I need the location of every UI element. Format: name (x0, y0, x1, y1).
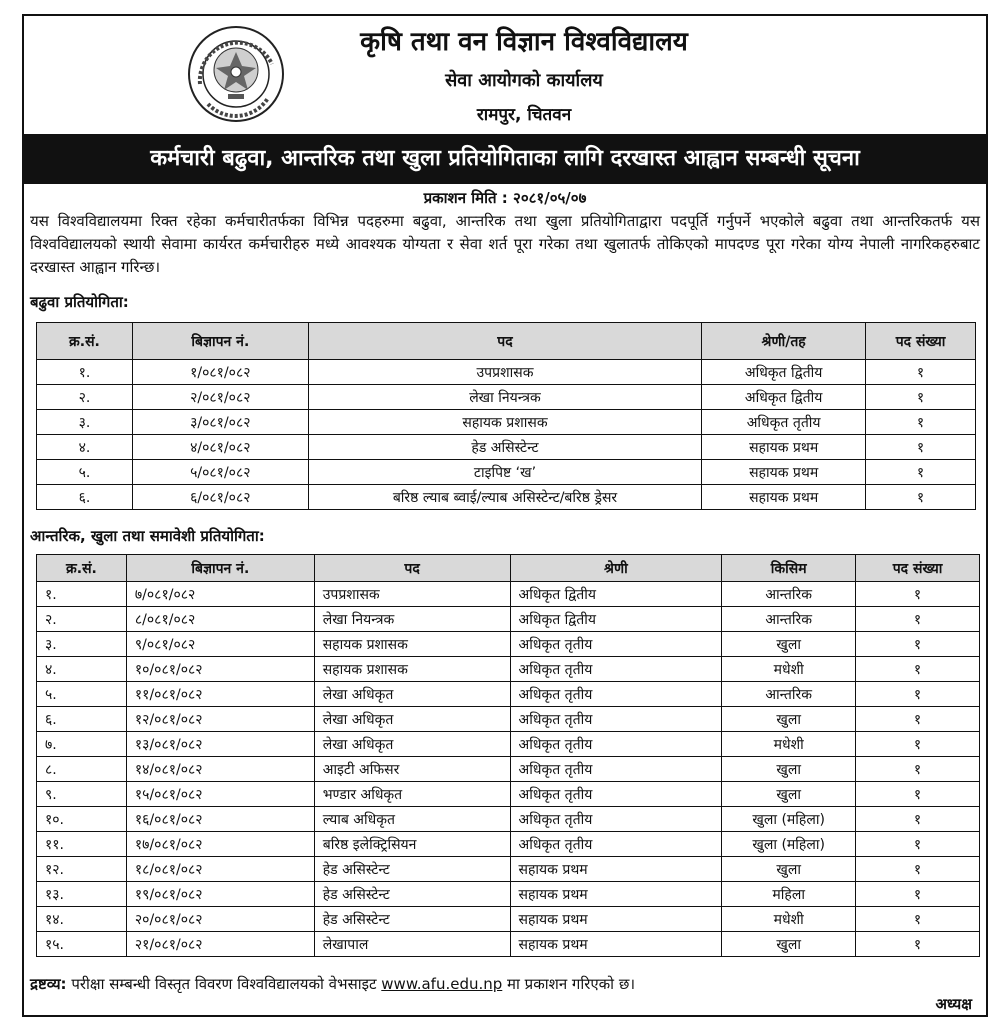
table-cell: सहायक प्रथम (702, 460, 866, 485)
table-cell: ४. (37, 435, 133, 460)
table-cell: १ (856, 832, 980, 857)
intro-paragraph: यस विश्वविद्यालयमा रिक्त रहेका कर्मचारीतर्फका विभिन्न पदहरुमा बढुवा, आन्तरिक तथा खुला प्रतियोगिताद्वारा पदपूर्ति गर्नुपर्ने भएकोले बढुवा तथा आन्तरिकतर्फ यस विश्वविद्यालयको स्थायी सेवामा कार्यरत कर्मचारीहरु मध्ये आवश्यक योग्यता र सेवा शर्त पूरा गरेका तथा खुलातर्फ तोकिएको मापदण्ड पूरा गरेका योग्य नेपाली नागरिकहरुबाट दरखास्त आह्वान गरिन्छ। (30, 212, 980, 276)
note-label: द्रष्टव्य: (30, 975, 67, 993)
column-header: पद (314, 555, 510, 582)
table-cell: १ (856, 857, 980, 882)
table-cell: अधिकृत तृतीय (510, 657, 722, 682)
table-cell: अधिकृत तृतीय (510, 807, 722, 832)
table-row (37, 360, 976, 385)
table-cell: अधिकृत द्वितीय (510, 582, 722, 607)
table-cell: बरिष्ठ ल्याब ब्वाई/ल्याब असिस्टेन्ट/बरिष्ठ ड्रेसर (308, 485, 702, 510)
table-row (37, 707, 980, 732)
table-cell: ११. (37, 832, 127, 857)
table-cell: ७. (37, 732, 127, 757)
table-row (37, 385, 976, 410)
table-cell: अधिकृत तृतीय (510, 757, 722, 782)
table-cell: २१/०८१/०८२ (126, 932, 314, 957)
table-cell: ६. (37, 707, 127, 732)
university-name: कृषि तथा वन विज्ञान विश्वविद्यालय (360, 27, 688, 57)
table-row (37, 485, 976, 510)
column-header: श्रेणी (510, 555, 722, 582)
column-header: बिज्ञापन नं. (126, 555, 314, 582)
table-cell: २. (37, 607, 127, 632)
table-cell: खुला (722, 707, 856, 732)
table-cell: १ (856, 732, 980, 757)
table-cell: १ (866, 410, 976, 435)
signature-chair: अध्यक्ष (935, 995, 972, 1013)
table-cell: ४. (37, 657, 127, 682)
table-cell: अधिकृत तृतीय (510, 832, 722, 857)
table-cell: १ (866, 435, 976, 460)
table-cell: ५. (37, 682, 127, 707)
table-row (37, 907, 980, 932)
table-cell: सहायक प्रथम (510, 907, 722, 932)
table-cell: १७/०८१/०८२ (126, 832, 314, 857)
table-cell: ८/०८१/०८२ (126, 607, 314, 632)
table-cell: भण्डार अधिकृत (314, 782, 510, 807)
table-row (37, 607, 980, 632)
column-header: बिज्ञापन नं. (132, 323, 308, 360)
table-row (37, 582, 980, 607)
table-cell: अधिकृत तृतीय (510, 732, 722, 757)
table-cell: सहायक प्रथम (510, 882, 722, 907)
table-cell: ल्याब अधिकृत (314, 807, 510, 832)
notice-title-banner: कर्मचारी बढुवा, आन्तरिक तथा खुला प्रतियोगिताका लागि दरखास्त आह्वान सम्बन्धी सूचना (24, 134, 986, 184)
table-row (37, 682, 980, 707)
table-cell: ११/०८१/०८२ (126, 682, 314, 707)
office-name: सेवा आयोगको कार्यालय (445, 70, 603, 91)
table-row (37, 882, 980, 907)
table-cell: १ (856, 932, 980, 957)
table-cell: १२. (37, 857, 127, 882)
open-section-title: आन्तरिक, खुला तथा समावेशी प्रतियोगिता: (30, 527, 265, 545)
table-cell: ८. (37, 757, 127, 782)
table-cell: आइटी अफिसर (314, 757, 510, 782)
table-cell: अधिकृत तृतीय (702, 410, 866, 435)
column-header: क्र.सं. (37, 323, 133, 360)
table-cell: हेड असिस्टेन्ट (314, 907, 510, 932)
table-cell: अधिकृत तृतीय (510, 632, 722, 657)
table-cell: मधेशी (722, 732, 856, 757)
table-cell: सहायक प्रथम (510, 857, 722, 882)
table-cell: १८/०८१/०८२ (126, 857, 314, 882)
table-cell: १ (856, 882, 980, 907)
table-cell: १९/०८१/०८२ (126, 882, 314, 907)
table-cell: अधिकृत द्वितीय (510, 607, 722, 632)
table-cell: १ (866, 360, 976, 385)
table-cell: ७/०८१/०८२ (126, 582, 314, 607)
table-cell: सहायक प्रशासक (314, 632, 510, 657)
table-header-row (37, 555, 980, 582)
table-cell: १. (37, 582, 127, 607)
table-row (37, 410, 976, 435)
table-cell: सहायक प्रथम (510, 932, 722, 957)
table-cell: १४. (37, 907, 127, 932)
table-header-row (37, 323, 976, 360)
table-cell: १ (856, 907, 980, 932)
table-cell: मधेशी (722, 907, 856, 932)
promotion-section-title: बढुवा प्रतियोगिता: (30, 293, 129, 311)
table-cell: ६. (37, 485, 133, 510)
table-cell: ९. (37, 782, 127, 807)
table-cell: उपप्रशासक (314, 582, 510, 607)
table-cell: ५. (37, 460, 133, 485)
column-header: श्रेणी/तह (702, 323, 866, 360)
table-cell: खुला (722, 632, 856, 657)
table-cell: १ (856, 632, 980, 657)
table-cell: खुला (महिला) (722, 832, 856, 857)
table-cell: खुला (722, 782, 856, 807)
table-cell: अधिकृत तृतीय (510, 782, 722, 807)
column-header: किसिम (722, 555, 856, 582)
table-cell: २०/०८१/०८२ (126, 907, 314, 932)
table-row (37, 632, 980, 657)
table-cell: ९/०८१/०८२ (126, 632, 314, 657)
table-cell: मधेशी (722, 657, 856, 682)
table-cell: लेखापाल (314, 932, 510, 957)
table-cell: ६/०८१/०८२ (132, 485, 308, 510)
table-cell: सहायक प्रथम (702, 485, 866, 510)
table-cell: हेड असिस्टेन्ट (314, 857, 510, 882)
table-cell: १०. (37, 807, 127, 832)
table-cell: लेखा नियन्त्रक (314, 607, 510, 632)
office-location: रामपुर, चितवन (476, 105, 572, 125)
table-cell: १ (866, 460, 976, 485)
table-row (37, 807, 980, 832)
table-row (37, 782, 980, 807)
table-cell: उपप्रशासक (308, 360, 702, 385)
table-cell: खुला (722, 757, 856, 782)
table-cell: १३/०८१/०८२ (126, 732, 314, 757)
table-cell: १ (866, 485, 976, 510)
column-header: पद संख्या (866, 323, 976, 360)
table-cell: १५/०८१/०८२ (126, 782, 314, 807)
table-cell: १२/०८१/०८२ (126, 707, 314, 732)
table-cell: अधिकृत द्वितीय (702, 385, 866, 410)
table-cell: १ (856, 582, 980, 607)
table-cell: १ (866, 385, 976, 410)
open-competition-table (36, 554, 980, 957)
table-row (37, 657, 980, 682)
table-cell: १ (856, 657, 980, 682)
table-cell: १०/०८१/०८२ (126, 657, 314, 682)
notice-page (22, 14, 988, 1017)
promotion-table (36, 322, 976, 510)
table-cell: १. (37, 360, 133, 385)
table-cell: अधिकृत तृतीय (510, 682, 722, 707)
note-text: परीक्षा सम्बन्धी विस्तृत विवरण विश्वविद्यालयको वेभसाइट (66, 975, 382, 993)
table-cell: हेड असिस्टेन्ट (314, 882, 510, 907)
table-row (37, 435, 976, 460)
table-row (37, 732, 980, 757)
column-header: पद संख्या (856, 555, 980, 582)
table-cell: हेड असिस्टेन्ट (308, 435, 702, 460)
table-cell: ४/०८१/०८२ (132, 435, 308, 460)
table-row (37, 832, 980, 857)
table-cell: १ (856, 682, 980, 707)
website-link[interactable]: www.afu.edu.np (381, 975, 503, 993)
column-header: पद (308, 323, 702, 360)
column-header: क्र.सं. (37, 555, 127, 582)
table-cell: टाइपिष्ट ‘ख’ (308, 460, 702, 485)
table-row (37, 757, 980, 782)
table-cell: १/०८१/०८२ (132, 360, 308, 385)
table-row (37, 460, 976, 485)
table-cell: १४/०८१/०८२ (126, 757, 314, 782)
table-cell: सहायक प्रशासक (308, 410, 702, 435)
table-cell: १ (856, 607, 980, 632)
table-cell: सहायक प्रथम (702, 435, 866, 460)
table-cell: १ (856, 782, 980, 807)
table-cell: २. (37, 385, 133, 410)
table-cell: अधिकृत तृतीय (510, 707, 722, 732)
table-cell: ३/०८१/०८२ (132, 410, 308, 435)
table-cell: बरिष्ठ इलेक्ट्रिसियन (314, 832, 510, 857)
table-cell: खुला (महिला) (722, 807, 856, 832)
table-cell: १ (856, 807, 980, 832)
table-cell: आन्तरिक (722, 607, 856, 632)
university-seal-logo (186, 24, 286, 124)
table-row (37, 932, 980, 957)
table-cell: लेखा अधिकृत (314, 707, 510, 732)
table-cell: १६/०८१/०८२ (126, 807, 314, 832)
table-cell: १५. (37, 932, 127, 957)
table-cell: ३. (37, 632, 127, 657)
table-cell: लेखा अधिकृत (314, 682, 510, 707)
table-cell: १ (856, 757, 980, 782)
table-cell: महिला (722, 882, 856, 907)
table-cell: आन्तरिक (722, 682, 856, 707)
table-cell: आन्तरिक (722, 582, 856, 607)
table-cell: लेखा अधिकृत (314, 732, 510, 757)
table-cell: ३. (37, 410, 133, 435)
table-cell: १३. (37, 882, 127, 907)
note-text-end: मा प्रकाशन गरिएको छ। (502, 975, 636, 993)
table-cell: सहायक प्रशासक (314, 657, 510, 682)
note (30, 974, 635, 994)
table-cell: २/०८१/०८२ (132, 385, 308, 410)
table-cell: खुला (722, 932, 856, 957)
publication-date: प्रकाशन मिति : २०८१/०५/०७ (423, 189, 587, 207)
table-cell: ५/०८१/०८२ (132, 460, 308, 485)
table-row (37, 857, 980, 882)
table-cell: लेखा नियन्त्रक (308, 385, 702, 410)
table-cell: १ (856, 707, 980, 732)
table-cell: खुला (722, 857, 856, 882)
table-cell: अधिकृत द्वितीय (702, 360, 866, 385)
